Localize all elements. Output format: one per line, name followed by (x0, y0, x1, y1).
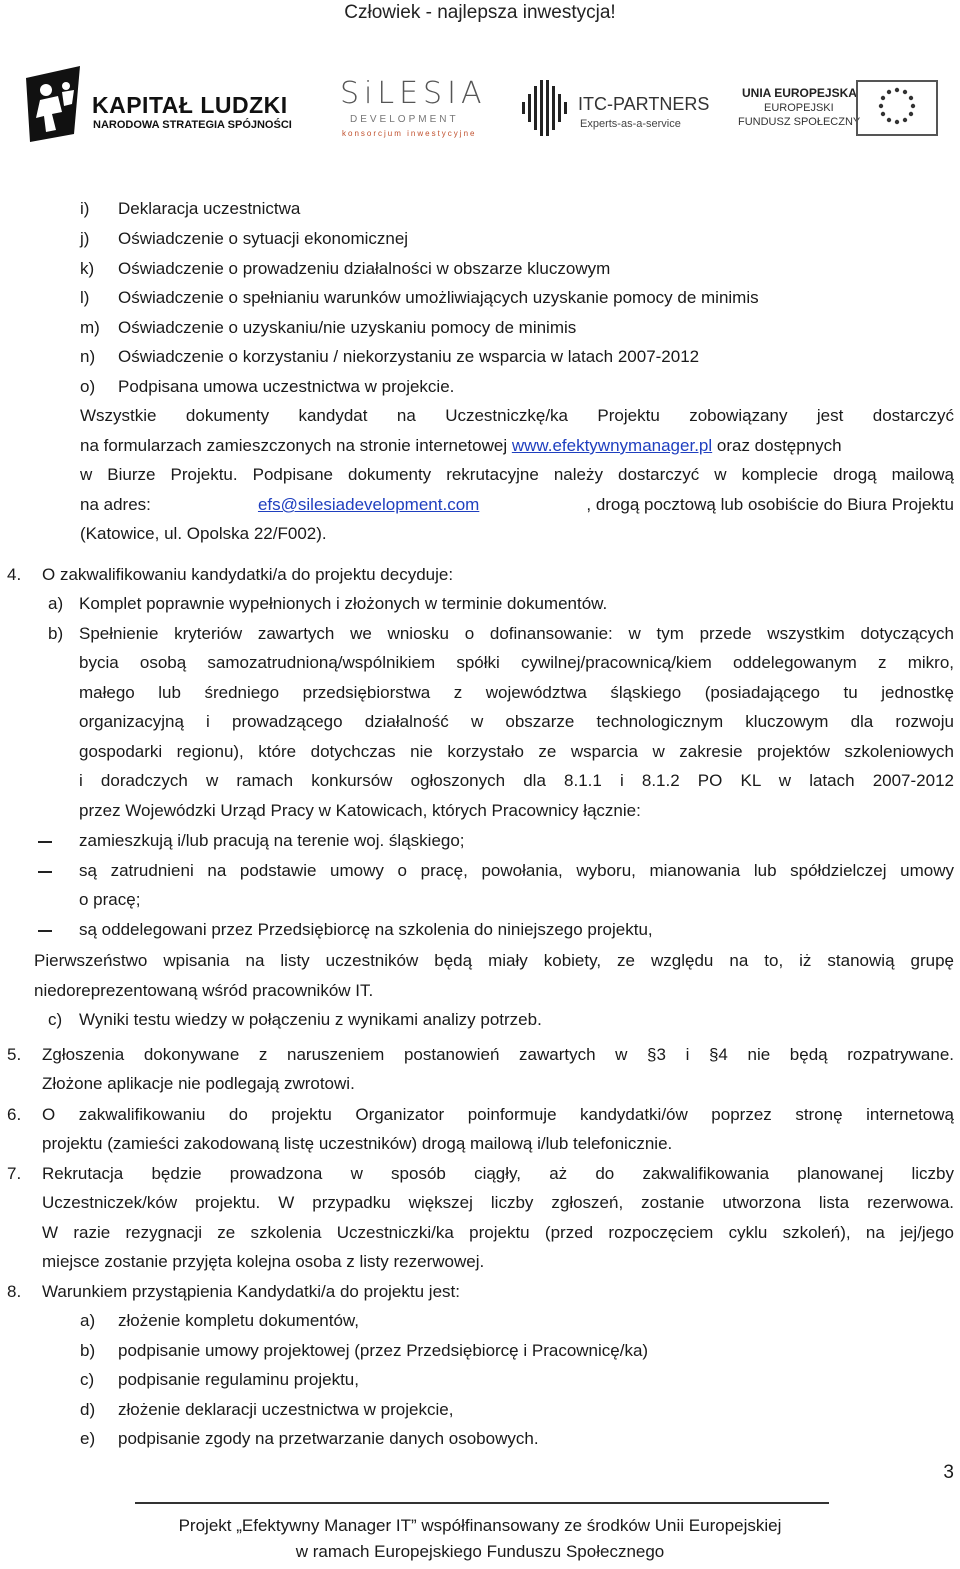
itc-globe-icon (520, 78, 572, 138)
list-item: złożenie deklaracji uczestnictwa w projekcie, (118, 1400, 454, 1419)
eu-line2: EUROPEJSKI (764, 102, 834, 114)
silesia-tagline: konsorcjum inwestycyjne (342, 129, 477, 138)
footer-line: Projekt „Efektywny Manager IT” współfinansowany ze środków Unii Europejskiej (178, 1516, 782, 1535)
docs-text: na formularzach zamieszczonych na stronie internetowej (80, 436, 512, 455)
kapital-ludzki-emblem-icon (22, 64, 84, 144)
eu-line3: FUNDUSZ SPOŁECZNY (738, 116, 861, 128)
kapital-ludzki-name: KAPITAŁ LUDZKI (92, 92, 288, 118)
list-item: Wyniki testu wiedzy w połączeniu z wynikami analizy potrzeb. (79, 1010, 542, 1029)
section-number: 5. (7, 1045, 22, 1064)
section-line: W razie rezygnacji ze szkolenia Uczestniczki/ka projektu (przed rozpoczęciem cyklu szkoleń), na jej/jego (42, 1223, 954, 1242)
footer-divider (135, 1502, 829, 1504)
docs-paragraph-line: Wszystkie dokumenty kandydat na Uczestniczkę/ka Projektu zobowiązany jest dostarczyć (80, 406, 954, 425)
section-line: miejsce zostanie przyjęta kolejna osoba z listy rezerwowej. (42, 1252, 485, 1271)
kapital-ludzki-logo (22, 58, 292, 148)
criteria-line: organizacyjną i prowadzącego działalność w obszarze technologicznym kluczowym dla rozwoju (79, 712, 954, 731)
kapital-ludzki-subtitle: NARODOWA STRATEGIA SPÓJNOŚCI (93, 119, 292, 131)
criteria-line: przez Wojewódzki Urząd Pracy w Katowicach, których Pracownicy łącznie: (79, 801, 641, 820)
dash-bullet (38, 930, 52, 932)
list-marker: b) (80, 1341, 96, 1360)
section-line: Złożone aplikacje nie podlegają zwrotowi. (42, 1074, 355, 1093)
criteria-line: małego lub średniego przedsiębiorstwa z województwa śląskiego (posiadającego tu jednostkę (79, 683, 954, 702)
list-item: Oświadczenie o korzystaniu / niekorzystaniu ze wsparcia w latach 2007-2012 (118, 347, 700, 366)
list-item: podpisanie zgody na przetwarzanie danych osobowych. (118, 1429, 539, 1448)
section-number: 8. (7, 1282, 22, 1301)
list-marker: d) (80, 1400, 96, 1419)
section-line: Rekrutacja będzie prowadzona w sposób ciągły, aż do zakwalifikowania planowanej liczby (42, 1164, 954, 1183)
list-marker: b) (48, 624, 64, 643)
docs-text: na adres: (80, 495, 151, 514)
section-number: 6. (7, 1105, 22, 1124)
itc-tagline: Experts-as-a-service (580, 118, 681, 130)
header-title: Człowiek - najlepsza inwestycja! (344, 2, 616, 23)
list-marker: a) (80, 1311, 96, 1330)
list-item: złożenie kompletu dokumentów, (118, 1311, 359, 1330)
email-link[interactable]: efs@silesiadevelopment.com (257, 495, 480, 514)
list-item: Oświadczenie o spełnianiu warunków umożliwiających uzyskanie pomocy de minimis (118, 288, 759, 307)
docs-paragraph-line: w Biurze Projektu. Podpisane dokumenty rekrutacyjne należy dostarczyć w komplecie drogą mailową (80, 465, 954, 484)
list-item: Podpisana umowa uczestnictwa w projekcie. (118, 377, 455, 396)
list-marker: k) (80, 259, 95, 278)
docs-text: oraz dostępnych (712, 436, 842, 455)
section-line: Uczestniczek/ków projektu. W przypadku większej liczby zgłoszeń, zostanie utworzona lista rezerwowa. (42, 1193, 954, 1212)
list-item: podpisanie regulaminu projektu, (118, 1370, 359, 1389)
list-marker: c) (80, 1370, 95, 1389)
list-marker: a) (48, 594, 64, 613)
section-heading: O zakwalifikowaniu kandydatki/a do projektu decyduje: (42, 565, 454, 584)
dash-item-cont: o pracę; (79, 890, 141, 909)
dash-bullet (38, 841, 52, 843)
criteria-line: gospodarki regionu), które dotychczas nie korzystało ze wsparcia w zakresie projektów szkoleniowych (79, 742, 954, 761)
priority-line: Pierwszeństwo wpisania na listy uczestników będą miały kobiety, ze względu na to, iż stanowią grupę (34, 951, 954, 970)
dash-item: są oddelegowani przez Przedsiębiorcę na szkolenia do niniejszego projektu, (79, 920, 653, 939)
section-number: 7. (7, 1164, 22, 1183)
section-number: 4. (7, 565, 22, 584)
dash-bullet (38, 871, 52, 873)
criteria-line: i doradczych w ramach konkursów ogłoszonych dla 8.1.1 i 8.1.2 PO KL w latach 2007-2012 (79, 771, 954, 790)
logo-bar (0, 58, 960, 158)
eu-flag-icon (856, 80, 938, 136)
list-item: Oświadczenie o prowadzeniu działalności w obszarze kluczowym (118, 259, 611, 278)
list-item: Komplet poprawnie wypełnionych i złożonych w terminie dokumentów. (79, 594, 608, 613)
list-item: podpisanie umowy projektowej (przez Przedsiębiorcę i Pracownicę/ka) (118, 1341, 649, 1360)
docs-paragraph-line (80, 494, 954, 516)
eu-esf-logo (738, 80, 948, 150)
list-marker: m) (80, 318, 100, 337)
list-marker: i) (80, 199, 90, 218)
eu-line1: UNIA EUROPEJSKA (742, 86, 857, 100)
priority-line: niedoreprezentowaną wśród pracowników IT. (34, 981, 374, 1000)
list-item: Deklaracja uczestnictwa (118, 199, 301, 218)
footer-line: w ramach Europejskiego Funduszu Społecznego (295, 1542, 665, 1561)
dash-item: są zatrudnieni na podstawie umowy o pracę, powołania, wyboru, mianowania lub spółdzielczej umowy (79, 861, 954, 880)
list-marker: e) (80, 1429, 96, 1448)
silesia-sub: DEVELOPMENT (350, 114, 459, 125)
section-heading: Warunkiem przystąpienia Kandydatki/a do projektu jest: (42, 1282, 460, 1301)
docs-paragraph-line (80, 435, 842, 457)
silesia-name: SiLESIA (340, 76, 487, 111)
list-marker: j) (80, 229, 90, 248)
list-item: Oświadczenie o sytuacji ekonomicznej (118, 229, 409, 248)
website-link[interactable]: www.efektywnymanager.pl (511, 436, 713, 455)
itc-name: ITC-PARTNERS (578, 94, 710, 114)
section-line: projektu (zamieści zakodowaną listę uczestników) drogą mailową i/lub telefonicznie. (42, 1134, 673, 1153)
section-line: Zgłoszenia dokonywane z naruszeniem postanowień zawartych w §3 i §4 nie będą rozpatrywane. (42, 1045, 954, 1064)
silesia-development-logo (340, 76, 490, 146)
list-item: Oświadczenie o uzyskaniu/nie uzyskaniu pomocy de minimis (118, 318, 577, 337)
list-marker: n) (80, 347, 96, 366)
list-marker: c) (48, 1010, 63, 1029)
criteria-line: Spełnienie kryteriów zawartych we wniosku o dofinansowanie: w tym przede wszystkim dotyczących (79, 624, 954, 643)
docs-paragraph-line: (Katowice, ul. Opolska 22/F002). (80, 524, 327, 543)
page-number: 3 (943, 1462, 954, 1483)
section-line: O zakwalifikowaniu do projektu Organizator poinformuje kandydatki/ów poprzez stronę internetową (42, 1105, 954, 1124)
list-marker: l) (80, 288, 90, 307)
dash-item: zamieszkują i/lub pracują na terenie woj. śląskiego; (79, 831, 465, 850)
list-marker: o) (80, 377, 96, 396)
criteria-line: bycia osobą samozatrudnioną/wspólnikiem spółki cywilnej/pracownicą/kiem oddelegowanym z mikro, (79, 653, 954, 672)
docs-text: , drogą pocztową lub osobiście do Biura Projektu (586, 495, 954, 514)
itc-partners-logo (520, 78, 710, 148)
